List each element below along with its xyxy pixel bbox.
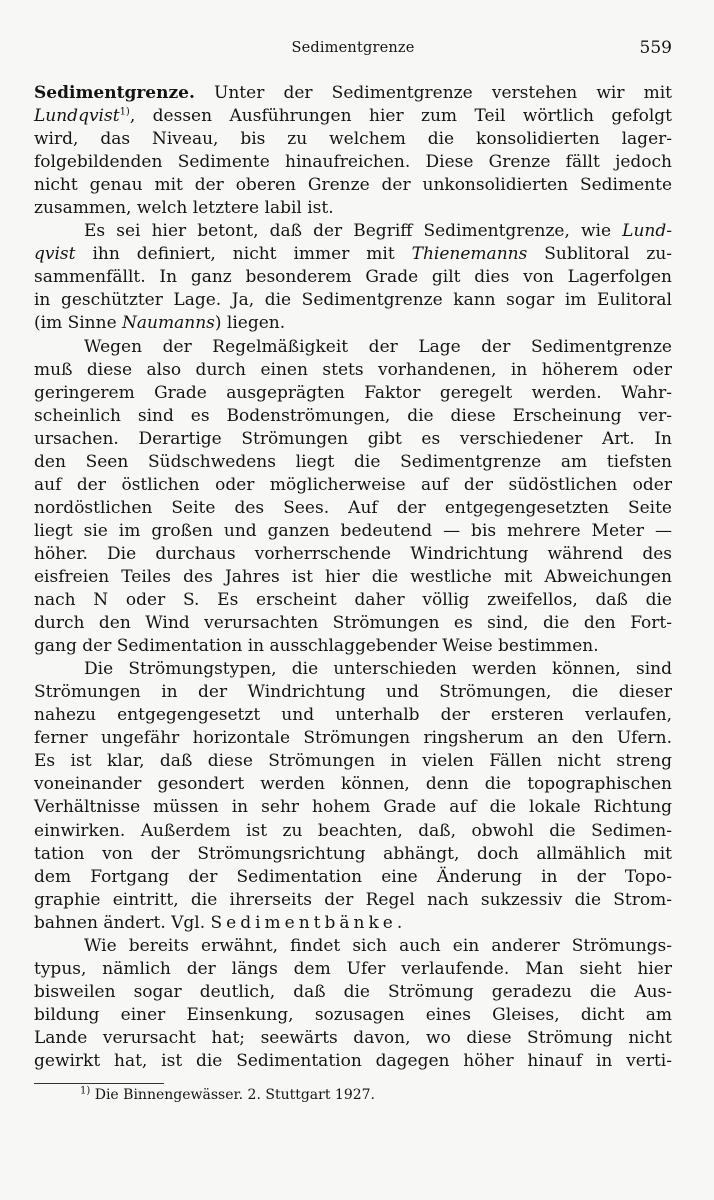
author-name: Lundqvist (34, 106, 120, 127)
text-span: , dessen Ausführungen hier zum Teil wörtlich gefolgt (129, 106, 672, 127)
text-span: (im Sinne (34, 313, 117, 334)
text-line: scheinlich sind es Bodenströmungen, die diese Erscheinung ver- (34, 405, 672, 426)
author-name: Lund- (622, 221, 672, 242)
paragraph-1 (34, 82, 672, 220)
text-line: graphie eintritt, die ihrerseits der Regel nach sukzessiv die Strom- (34, 889, 672, 910)
text-line: auf der östlichen oder möglicherweise auf der südöstlichen oder (34, 474, 672, 495)
text-span: . (396, 912, 403, 933)
author-name: Thienemanns (411, 244, 528, 265)
text-line: geringerem Grade ausgeprägten Faktor geregelt werden. Wahr- (34, 382, 672, 403)
text-span: ) liegen. (214, 313, 286, 334)
text-line: muß diese also durch einen stets vorhandenen, in höherem oder (34, 359, 672, 380)
text-line: folgebildenden Sedimente hinaufreichen. Diese Grenze fällt jedoch (34, 152, 672, 173)
text-line: typus, nämlich der längs dem Ufer verlaufende. Man sieht hier (34, 958, 672, 979)
text-line: in geschützter Lage. Ja, die Sedimentgrenze kann sogar im Eulitoral (34, 290, 672, 311)
text-line: Lande verursacht hat; seewärts davon, wo diese Strömung nicht (34, 1027, 672, 1048)
text-line: Wegen der Regelmäßigkeit der Lage der Sedimentgrenze (84, 336, 672, 357)
text-line: sammenfällt. In ganz besonderem Grade gilt dies von Lagerfolgen (34, 267, 672, 288)
page-number: 559 (639, 38, 672, 58)
text-line: den Seen Südschwedens liegt die Sedimentgrenze am tiefsten (34, 451, 672, 472)
footnote-ref[interactable]: 1) (119, 106, 130, 118)
text-line: Strömungen in der Windrichtung und Strömungen, die dieser (34, 682, 672, 703)
entry-headword: Sedimentgrenze. (34, 83, 195, 103)
text-span: Es sei hier betont, daß der Begriff Sedimentgrenze, wie (84, 221, 612, 242)
text-line: nicht genau mit der oberen Grenze der unkonsolidierten Sedimente (34, 175, 672, 196)
running-head (34, 38, 672, 62)
paragraph-3 (34, 336, 672, 659)
text-line: bisweilen sogar deutlich, daß die Strömung geradezu die Aus- (34, 981, 672, 1002)
text-span: bahnen ändert. Vgl. (34, 912, 206, 933)
running-title: Sedimentgrenze (291, 40, 415, 56)
text-line: höher. Die durchaus vorherrschende Windrichtung während des (34, 543, 672, 564)
text-line (34, 220, 672, 243)
text-line: eisfreien Teiles des Jahres ist hier die westliche mit Abweichungen (34, 566, 672, 587)
body-text (34, 82, 672, 1073)
paragraph-2 (34, 220, 672, 335)
text-line (34, 105, 672, 128)
text-line: wird, das Niveau, bis zu welchem die konsolidierten lager- (34, 129, 672, 150)
author-name: qvist (34, 244, 76, 265)
footnote-mark: 1) (80, 1085, 91, 1097)
text-line: Die Strömungstypen, die unterschieden werden können, sind (84, 659, 672, 680)
text-line (34, 243, 672, 266)
text-line: tation von der Strömungsrichtung abhängt, doch allmählich mit (34, 843, 672, 864)
text-line: Verhältnisse müssen in sehr hohem Grade auf die lokale Richtung (34, 797, 672, 818)
text-line: Wie bereits erwähnt, findet sich auch ein anderer Strömungs- (84, 935, 672, 956)
text-line: ferner ungefähr horizontale Strömungen ringsherum an den Ufern. (34, 728, 672, 749)
text-line: Es ist klar, daß diese Strömungen in vielen Fällen nicht streng (34, 751, 672, 772)
text-line (34, 82, 672, 105)
text-line: gewirkt hat, ist die Sedimentation dagegen höher hinauf in verti- (34, 1050, 672, 1071)
text-line: nach N oder S. Es erscheint daher völlig zweifellos, daß die (34, 590, 672, 611)
paragraph-5 (34, 935, 672, 1073)
cross-reference-link[interactable]: Sedimentbänke (210, 912, 397, 933)
text-line: durch den Wind verursachten Strömungen es sind, die den Fort- (34, 613, 672, 634)
text-line (34, 312, 672, 335)
text-line: bildung einer Einsenkung, sozusagen eines Gleises, dicht am (34, 1004, 672, 1025)
text-line: voneinander gesondert werden können, denn die topographischen (34, 774, 672, 795)
text-line: nordöstlichen Seite des Sees. Auf der entgegengesetzten Seite (34, 497, 672, 518)
paragraph-4 (34, 658, 672, 935)
text-line (34, 912, 672, 935)
text-span: ihn definiert, nicht immer mit (92, 244, 395, 265)
text-line: dem Fortgang der Sedimentation eine Änderung in der Topo- (34, 866, 672, 887)
footnote-text: Die Binnengewässer. 2. Stuttgart 1927. (94, 1087, 375, 1103)
text-line: nahezu entgegengesetzt und unterhalb der ersteren verlaufen, (34, 705, 672, 726)
text-line: gang der Sedimentation in ausschlaggebender Weise bestimmen. (34, 636, 599, 657)
text-span: Unter der Sedimentgrenze verstehen wir mit (214, 83, 673, 103)
footnote (80, 1086, 375, 1104)
author-name: Naumanns (122, 313, 215, 334)
text-span: Sublitoral zu- (544, 244, 673, 265)
text-line: liegt sie im großen und ganzen bedeutend — bis mehrere Meter — (34, 520, 672, 541)
text-line: ursachen. Derartige Strömungen gibt es verschiedener Art. In (34, 428, 672, 449)
footnote-divider (34, 1083, 164, 1084)
text-line: zusammen, welch letztere labil ist. (34, 198, 334, 219)
text-line: einwirken. Außerdem ist zu beachten, daß, obwohl die Sedimen- (34, 820, 672, 841)
